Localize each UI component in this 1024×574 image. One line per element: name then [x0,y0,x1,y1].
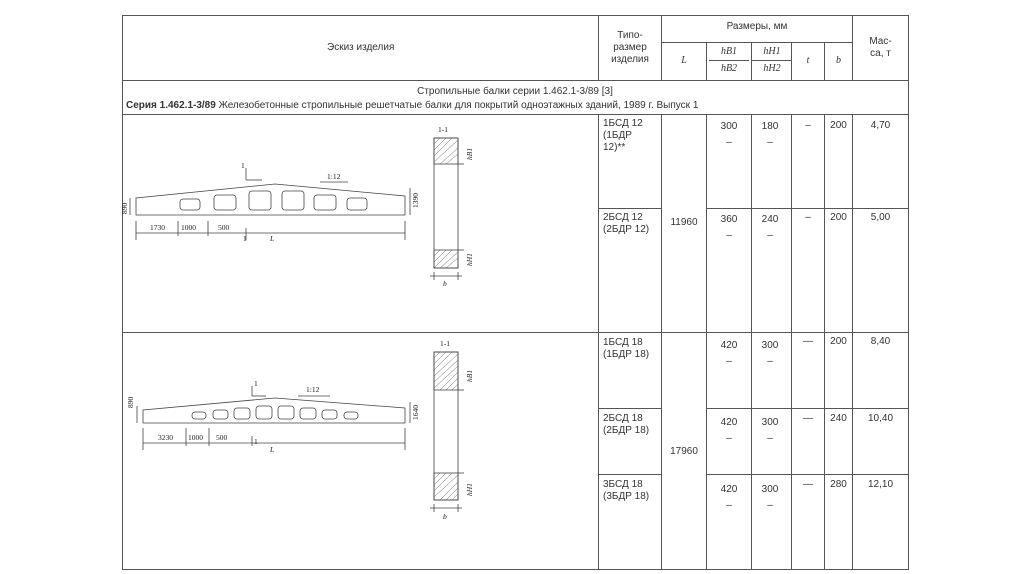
row-b: 240 [830,413,847,424]
header-hB2: hB2 [720,63,738,74]
row-type: 3БСД 18 (3БДР 18) [603,479,650,502]
row-mass: 10,40 [867,413,894,424]
sketch1-h-right: 1390 [411,193,420,208]
row-hb-top: 420 [720,484,738,495]
row-b: 200 [830,336,847,347]
row-mass: 12,10 [867,479,894,490]
row-hh-top: 180 [761,121,779,132]
sketch2-d1: 3230 [158,433,173,442]
row-hh-bot: – [767,137,773,148]
row-hh-bot: – [767,433,773,444]
header-hB1: hB1 [709,46,749,61]
sketch2-L: L [270,445,275,454]
row-t: — [803,413,813,424]
row-hb-bot: – [726,433,732,444]
sketch2-h-left: 890 [126,396,135,408]
row-type: 1БСД 12 (1БДР 12)** [603,118,643,153]
sketch1-d3: 500 [218,223,230,232]
row-mass: 5,00 [870,212,891,223]
sketch2-mark-top: 1 [254,379,258,388]
sketch1-section: 1-1 [438,125,448,134]
sketch1-hH1: hH1 [465,253,474,266]
sketch1-mark-top: 1 [241,161,245,170]
sketch2-b: b [443,512,447,521]
row-hb-bot: – [726,500,732,511]
group-L-12: 11960 [670,217,698,228]
header-b: b [836,55,841,66]
header-hH2: hH2 [763,63,781,74]
row-t: – [805,120,811,131]
sketch1-slope: 1:12 [327,172,341,181]
sketch1-hB1: hB1 [465,147,474,160]
row-hb-bot: – [726,356,732,367]
row-type: 2БСД 18 (2БДР 18) [603,413,650,436]
sketch2-hH1: hH1 [465,483,474,496]
row-type: 1БСД 18 (1БДР 18) [603,337,650,360]
sketch1-mark-bot: 1 [243,234,247,243]
row-b: 200 [830,212,847,223]
group-L-18: 17960 [670,446,698,457]
sketch2-h-right: 1640 [411,405,420,420]
row-mass: 4,70 [870,120,891,131]
row-hh-bot: – [767,356,773,367]
sketch1-b: b [443,279,447,288]
sketch2-slope: 1:12 [306,385,320,394]
sketch2-hB1: hB1 [465,369,474,382]
row-hb-top: 300 [720,121,738,132]
row-t: — [803,336,813,347]
row-hb-top: 420 [720,417,738,428]
sketch2-mark-bot: 1 [254,437,258,446]
row-hb-bot: – [726,137,732,148]
row-hh-top: 300 [761,417,779,428]
row-hh-top: 300 [761,484,779,495]
row-hb-bot: – [726,230,732,241]
sketch2-d3: 500 [216,433,228,442]
row-t: – [805,212,811,223]
sketch2-section: 1-1 [440,339,450,348]
header-L: L [681,55,687,66]
row-b: 200 [830,120,847,131]
row-hh-top: 300 [761,340,779,351]
row-hh-bot: – [767,230,773,241]
row-mass: 8,40 [870,336,891,347]
series-code: Серия 1.462.1-3/89 [126,100,216,111]
header-t: t [806,55,810,66]
sketch1-L: L [270,234,275,243]
sketch1-d1: 1730 [150,223,165,232]
row-t: — [803,479,813,490]
series-description: Железобетонные стропильные решетчатые балки для покрытий одноэтажных зданий, 1989 г. Выпуск 1 [215,100,699,111]
sketch1-h-left: 890 [120,202,129,214]
sketch2-d2: 1000 [188,433,203,442]
header-mass: Мас- са, т [869,36,892,59]
header-dimensions: Размеры, мм [726,21,788,32]
sketch1-d2: 1000 [181,223,196,232]
row-hb-top: 360 [720,214,738,225]
row-type: 2БСД 12 (2БДР 12) [603,212,650,235]
row-hh-top: 240 [761,214,779,225]
header-sketch: Эскиз изделия [327,42,395,53]
header-type-size: Типо- размер изделия [611,30,649,65]
section-title: Стропильные балки серии 1.462.1-3/89 [3] [417,86,613,97]
row-hb-top: 420 [720,340,738,351]
row-hh-bot: – [767,500,773,511]
header-hH1: hH1 [752,46,792,61]
row-b: 280 [830,479,847,490]
